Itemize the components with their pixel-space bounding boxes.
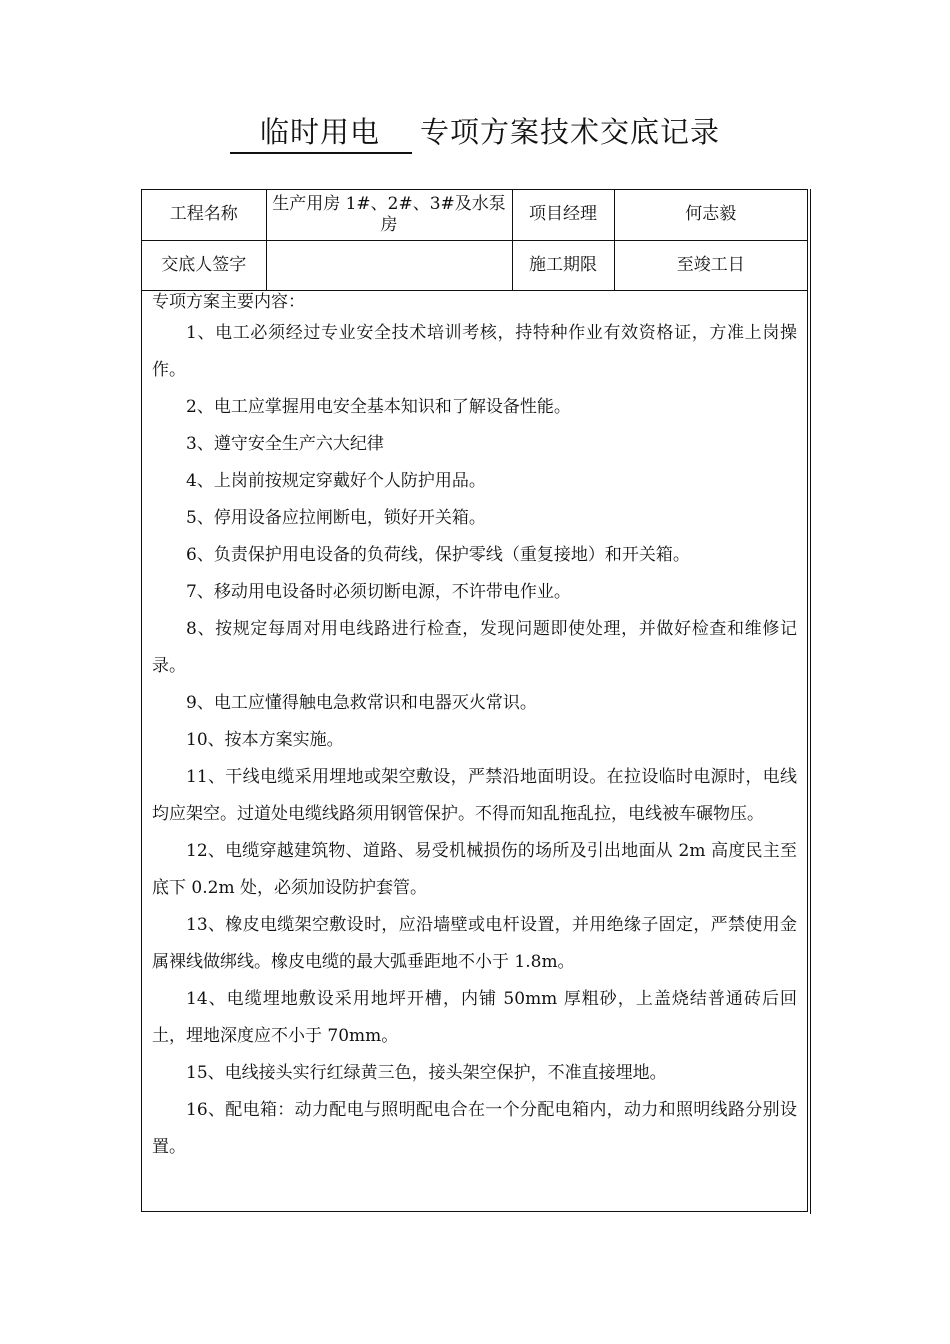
signer-label: 交底人签字 [142, 240, 266, 290]
content-item-16: 16、配电箱：动力配电与照明配电合在一个分配电箱内，动力和照明线路分别设置。 [152, 1100, 797, 1157]
content-item-8: 8、按规定每周对用电线路进行检查，发现问题即使处理，并做好检查和维修记录。 [152, 619, 797, 676]
document-title [230, 112, 720, 154]
manager-label: 项目经理 [512, 190, 614, 240]
project-name-label: 工程名称 [142, 190, 266, 240]
content-item-11: 11、干线电缆采用埋地或架空敷设，严禁沿地面明设。在拉设临时电源时，电线均应架空。过道处电缆线路须用钢管保护。不得而知乱拖乱拉，电线被车碾物压。 [152, 767, 797, 824]
period-label: 施工期限 [512, 240, 614, 290]
period-value: 至竣工日 [614, 240, 807, 290]
content-item-3: 3、遵守安全生产六大纪律 [186, 434, 384, 454]
content-item-6: 6、负责保护用电设备的负荷线，保护零线（重复接地）和开关箱。 [186, 545, 690, 565]
title-main-part: 专项方案技术交底记录 [420, 115, 721, 149]
content-item-5: 5、停用设备应拉闸断电，锁好开关箱。 [186, 508, 486, 528]
content-item-4: 4、上岗前按规定穿戴好个人防护用品。 [186, 471, 486, 491]
project-name-value: 生产用房 1#、2#、3#及水泵房 [266, 190, 512, 240]
document-title-block [0, 112, 950, 154]
content-item-7: 7、移动用电设备时必须切断电源，不许带电作业。 [186, 582, 571, 602]
content-item-15: 15、电线接头实行红绿黄三色，接头架空保护，不准直接埋地。 [186, 1063, 667, 1083]
content-item-10: 10、按本方案实施。 [186, 730, 344, 750]
content-item-1: 1、电工必须经过专业安全技术培训考核，持特种作业有效资格证，方准上岗操作。 [152, 323, 797, 380]
content-item-9: 9、电工应懂得触电急救常识和电器灭火常识。 [186, 693, 537, 713]
header-table [142, 190, 807, 291]
content-item-12: 12、电缆穿越建筑物、道路、易受机械损伤的场所及引出地面从 2m 高度民主至底下 0.2m 处，必须加设防护套管。 [152, 841, 797, 898]
content-item-2: 2、电工应掌握用电安全基本知识和了解设备性能。 [186, 397, 571, 417]
content-area [142, 291, 807, 1166]
signer-value [266, 240, 512, 290]
content-item-13: 13、橡皮电缆架空敷设时，应沿墙壁或电杆设置，并用绝缘子固定，严禁使用金属裸线做绑线。橡皮电缆的最大弧垂距地不小于 1.8m。 [152, 915, 797, 972]
content-heading: 专项方案主要内容： [152, 292, 305, 312]
content-item-14: 14、电缆埋地敷设采用地坪开槽，内铺 50mm 厚粗砂，上盖烧结普通砖后回土，埋地深度应不小于 70mm。 [152, 989, 797, 1046]
manager-value: 何志毅 [614, 190, 807, 240]
title-underlined-part: 临时用电 [230, 112, 412, 154]
record-sheet [141, 189, 808, 1212]
